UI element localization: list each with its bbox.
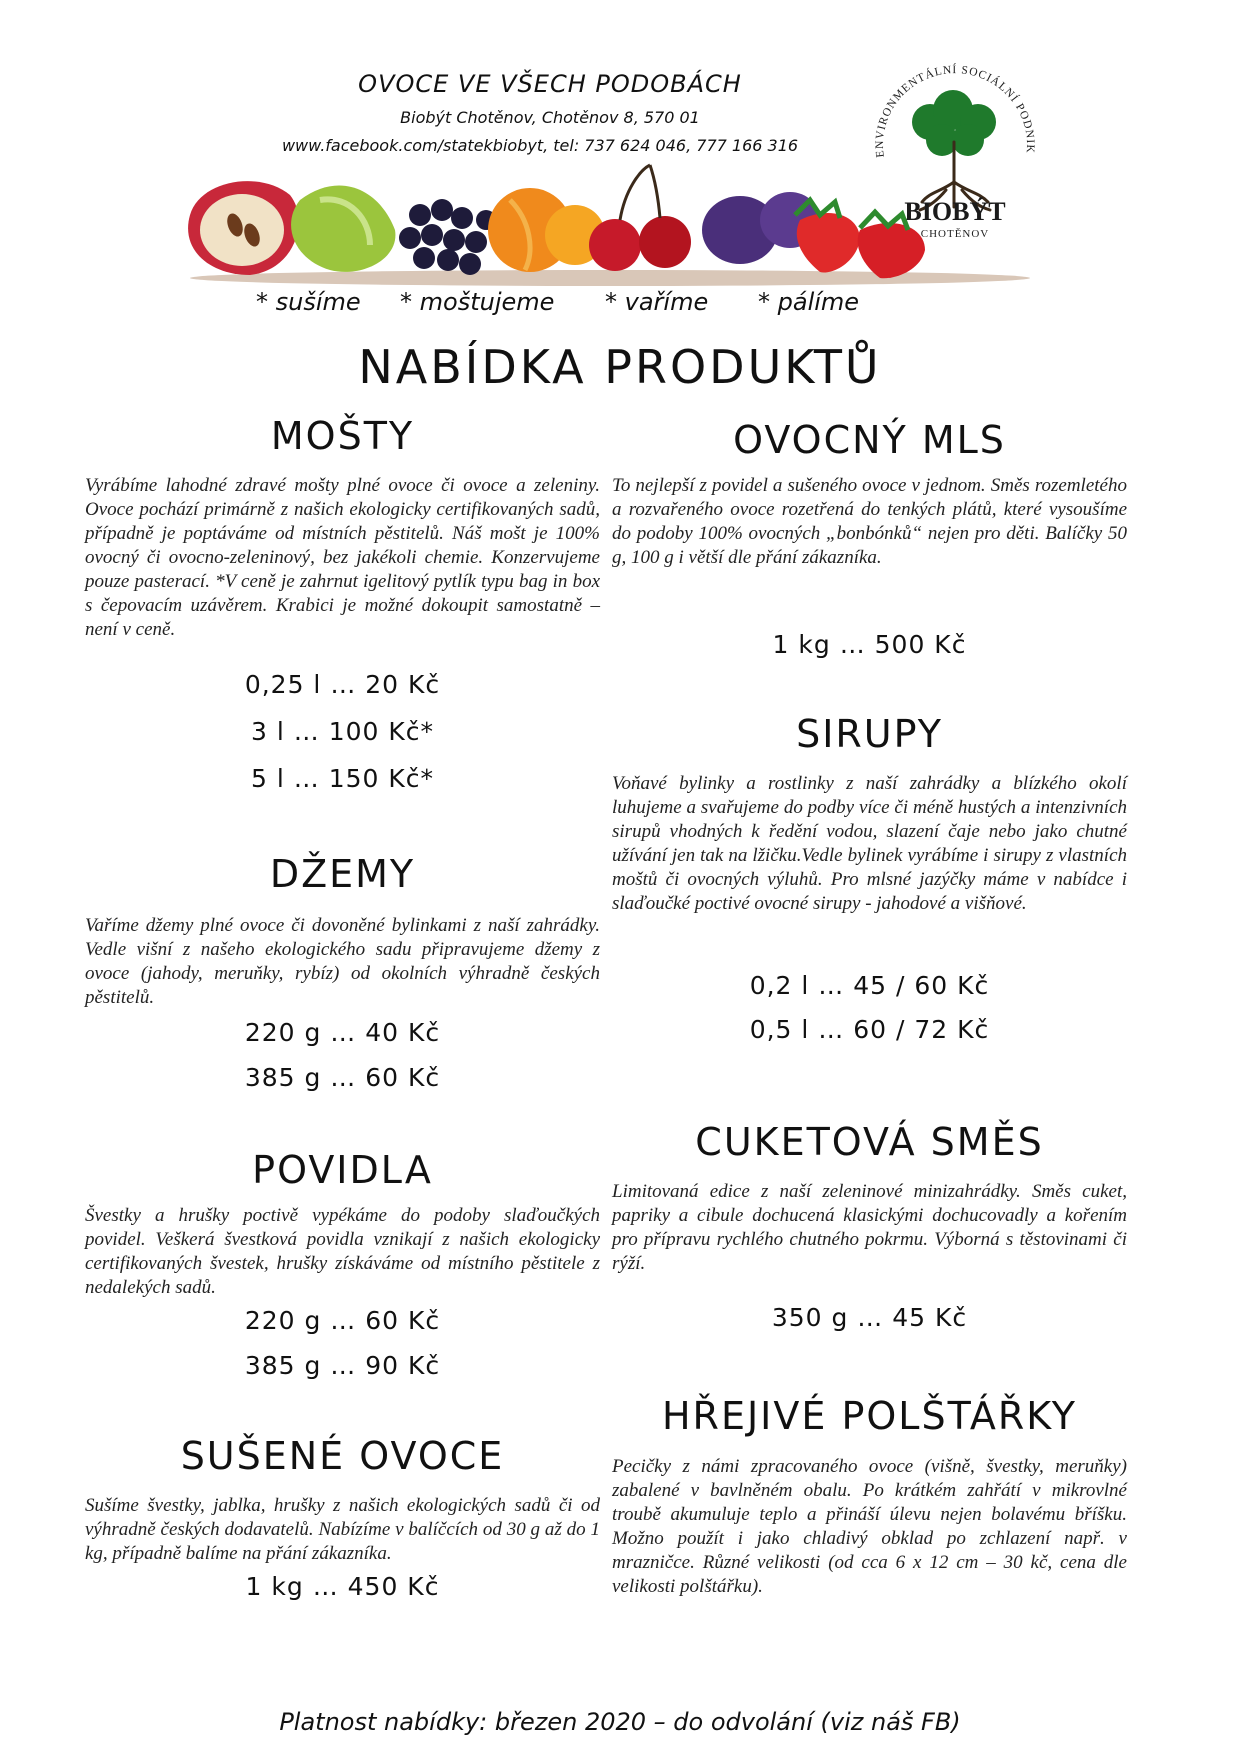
price-dzemy-2: 385 g … 60 Kč	[244, 1063, 441, 1092]
slogan-mostujeme: * moštujeme	[400, 288, 555, 316]
slogan-varime: * vaříme	[605, 288, 709, 316]
offer-validity: Platnost nabídky: březen 2020 – do odvolání (viz náš FB)	[279, 1708, 961, 1736]
price-susene-1: 1 kg … 450 Kč	[245, 1572, 440, 1601]
section-text-sirupy: Voňavé bylinky a rostlinky z naší zahrádky a blízkého okolí luhujeme a svařujeme do podby více či méně hustých a intenzivních sirupů vhodných k ředění vodou, slazení čaje nebo jako chutné užívání jen tak na lžičku.Vedle bylinek vyrábíme i sirupy z vlastních moštů či ovocných výluhů. Pro mlsné jazýčky máme v nabídce i slaďoučké poctivé ovocné sirupy - jahodové a višňové.	[612, 773, 1127, 914]
section-title-susene: SUŠENÉ OVOCE	[180, 1434, 505, 1478]
section-text-mosty: Vyrábíme lahodné zdravé mošty plné ovoce či ovoce a zeleniny. Ovoce pochází primárně z našich ekologicky certifikovaných sadů, případně je poptáváme od místních pěstitelů. Náš mošt je 100% ovocný či ovocno-zeleninový, bez jakékoli chemie. Konzervujeme pouze pasterací. *V ceně je zahrnut igelitový pytlík typu bag in box s čepovacím uzávěrem. Krabici je možné dokoupit samostatně – není v ceně.	[85, 475, 600, 640]
price-povidla-2: 385 g … 90 Kč	[244, 1351, 441, 1380]
section-text-cuketa: Limitovaná edice z naší zeleninové minizahrádky. Směs cuket, papriky a cibule dochucená klasickými dochucovadly a kořením pro přípravu rychlého chutného pokrmu. Výborná s těstovinami či rýží.	[612, 1181, 1127, 1274]
price-mosty-2: 3 l … 100 Kč*	[251, 717, 434, 746]
section-text-mls: To nejlepší z povidel a sušeného ovoce v jednom. Směs rozemletého a rozvařeného ovoce rozetřená do tenkých plátů, které vysoušíme do podoby 100% ovocných „bonbónků“ nejen pro děti. Balíčky 50 g, 100 g i větší dle přání zákazníka.	[612, 475, 1127, 568]
section-text-polstarky: Pecičky z námi zpracovaného ovoce (višně, švestky, meruňky) zabalené v bavlněném obalu. Po krátkém zahřátí v mikrovlné troubě akumuluje teplo a přináší úlevu nejen bolavému bříšku. Možno použít i jako chladivý obklad po zchlazení např. v mrazničce. Různé velikosti (od cca 6 x 12 cm – 30 kč, cena dle velikosti polštářku).	[612, 1456, 1127, 1597]
logo-ring-text: ENVIRONMENTÁLNÍ SOCIÁLNÍ PODNIK	[873, 64, 1037, 159]
section-text-povidla: Švestky a hrušky poctivě vypékáme do podoby slaďoučkých povidel. Veškerá švestková povidla vznikají z našich ekologicky certifikovaných švestek, hrušky získáváme od místního pěstitele z nedalekých sadů.	[85, 1205, 600, 1298]
logo-name: BIOBÝT	[904, 197, 1006, 226]
price-sirupy-1: 0,2 l … 45 / 60 Kč	[749, 971, 990, 1000]
section-title-polstarky: HŘEJIVÉ POLŠTÁŘKY	[661, 1394, 1078, 1438]
section-title-cuketa: CUKETOVÁ SMĚS	[695, 1120, 1044, 1164]
section-title-povidla: POVIDLA	[252, 1148, 433, 1192]
section-text-susene: Sušíme švestky, jablka, hrušky z našich ekologických sadů či od výhradně českých dodavatelů. Nabízíme v balíčcích od 30 g až do 1 kg, případně balíme na přání zákazníka.	[85, 1495, 600, 1564]
slogan-palime: * pálíme	[758, 288, 860, 316]
price-sirupy-2: 0,5 l … 60 / 72 Kč	[749, 1015, 990, 1044]
price-cuketa-1: 350 g … 45 Kč	[771, 1303, 968, 1332]
header-address: Biobýt Chotěnov, Chotěnov 8, 570 01	[400, 108, 700, 127]
section-text-dzemy: Vaříme džemy plné ovoce či dovoněné bylinkami z naší zahrádky. Vedle višní z našeho ekologického sadu připravujeme džemy z ovoce (jahody, meruňky, rybíz) od okolních výhradně českých pěstitelů.	[85, 915, 600, 1008]
price-dzemy-1: 220 g … 40 Kč	[244, 1018, 441, 1047]
section-title-mls: OVOCNÝ MLS	[733, 418, 1006, 462]
section-title-mosty: MOŠTY	[270, 414, 415, 458]
logo-sub: CHOTĚNOV	[920, 228, 990, 240]
price-povidla-1: 220 g … 60 Kč	[244, 1306, 441, 1335]
price-mosty-1: 0,25 l … 20 Kč	[244, 670, 441, 699]
section-title-sirupy: SIRUPY	[796, 712, 943, 756]
header-title: OVOCE VE VŠECH PODOBÁCH	[358, 70, 742, 98]
fruit-illustration	[180, 160, 1030, 290]
header-contact: www.facebook.com/statekbiobyt, tel: 737 624 046, 777 166 316	[281, 136, 799, 155]
section-title-dzemy: DŽEMY	[269, 852, 416, 896]
page-title: NABÍDKA PRODUKTŮ	[358, 340, 882, 394]
price-mosty-3: 5 l … 150 Kč*	[251, 764, 434, 793]
price-mls-1: 1 kg … 500 Kč	[772, 630, 967, 659]
slogan-susime: * sušíme	[256, 288, 361, 316]
